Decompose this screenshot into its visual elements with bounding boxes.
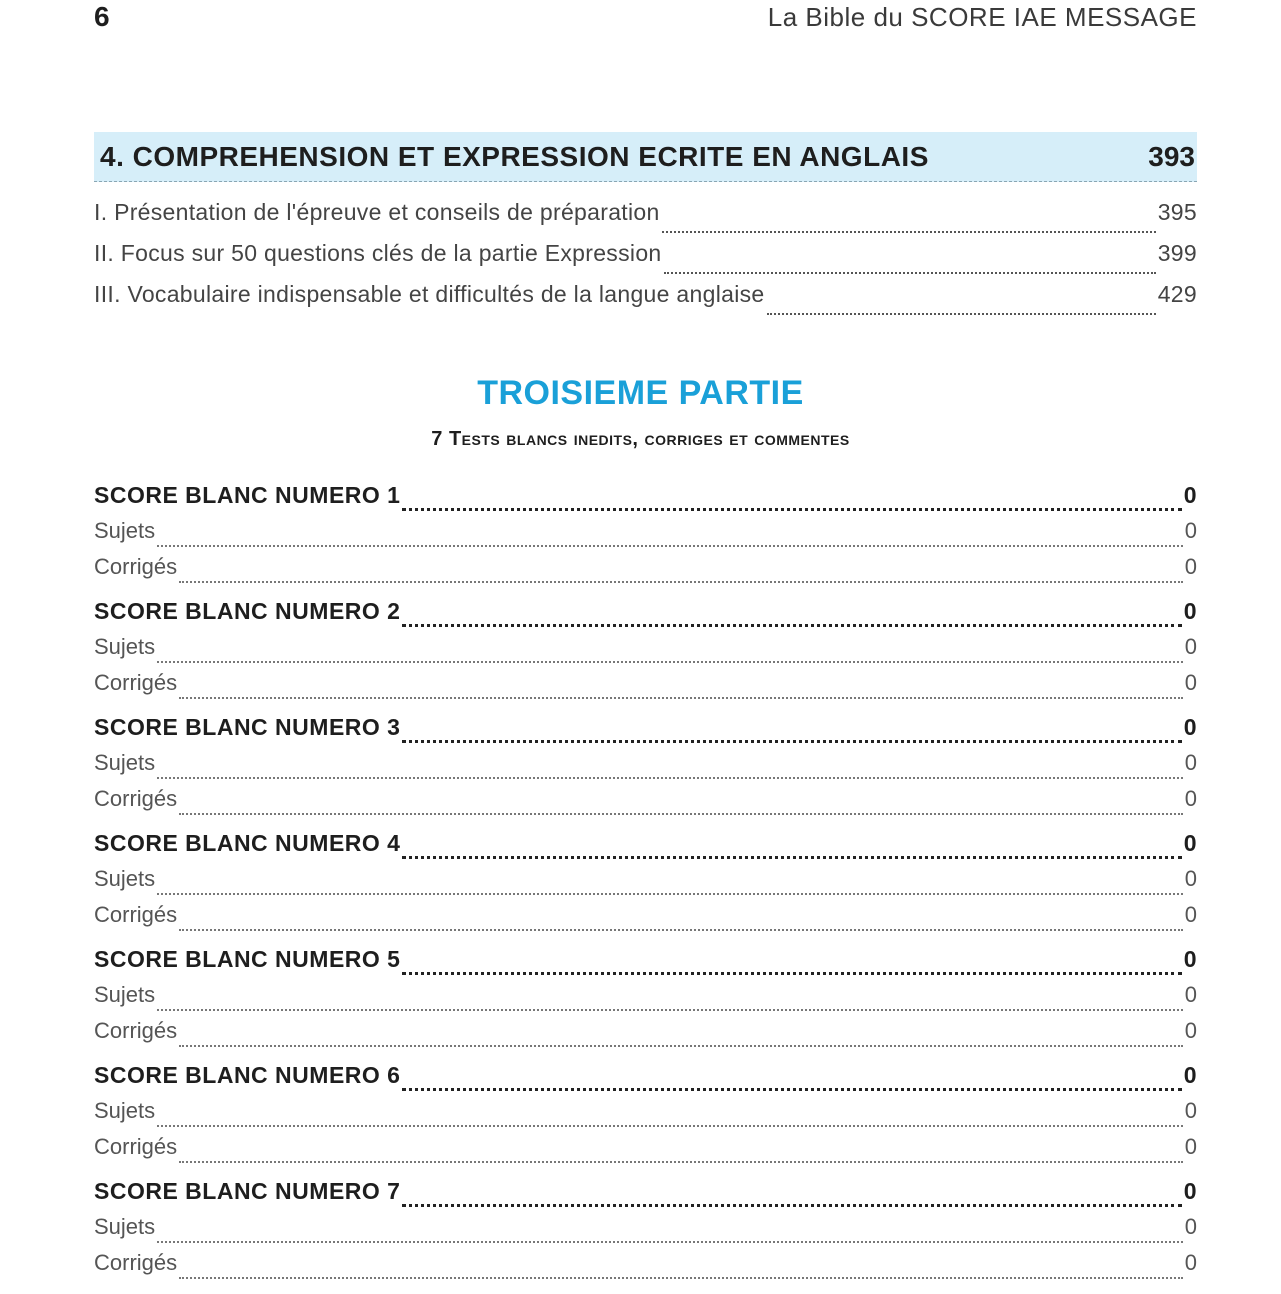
- dot-leader: [402, 1203, 1181, 1207]
- answers-entry[interactable]: [94, 554, 1197, 590]
- dot-leader: [157, 544, 1183, 547]
- toc-entry-page: 399: [1157, 240, 1197, 266]
- dot-leader: [157, 1008, 1183, 1011]
- toc-entry[interactable]: [94, 240, 1197, 281]
- answers-entry[interactable]: [94, 670, 1197, 706]
- test-title-entry[interactable]: [94, 1062, 1197, 1098]
- toc-entry-label: Sujets: [94, 634, 156, 659]
- toc-entry-page: 0: [1184, 1134, 1197, 1159]
- toc-entry-page: 0: [1184, 554, 1197, 579]
- test-group: [94, 1178, 1197, 1294]
- test-title-entry[interactable]: [94, 1178, 1197, 1214]
- toc-entry-label: Corrigés: [94, 902, 178, 927]
- subjects-entry[interactable]: [94, 634, 1197, 670]
- part-title: TROISIEME PARTIE: [477, 374, 804, 412]
- toc-entry-page: 0: [1184, 670, 1197, 695]
- test-title-entry[interactable]: [94, 598, 1197, 634]
- dot-leader: [179, 1276, 1183, 1279]
- toc-entry-page: 0: [1184, 634, 1197, 659]
- subjects-entry[interactable]: [94, 518, 1197, 554]
- dot-leader: [157, 892, 1183, 895]
- toc-entry-page: 0: [1183, 482, 1197, 508]
- dot-leader: [662, 230, 1156, 233]
- test-title-entry[interactable]: [94, 946, 1197, 982]
- toc-entry-page: 0: [1184, 1098, 1197, 1123]
- toc-entry-page: 0: [1184, 982, 1197, 1007]
- toc-entry-label: Sujets: [94, 1214, 156, 1239]
- subjects-entry[interactable]: [94, 1214, 1197, 1250]
- toc-entry-page: 0: [1184, 902, 1197, 927]
- toc-entry-label: Sujets: [94, 866, 156, 891]
- test-title-entry[interactable]: [94, 714, 1197, 750]
- toc-entry-page: 0: [1184, 866, 1197, 891]
- subjects-entry[interactable]: [94, 750, 1197, 786]
- dot-leader: [402, 507, 1181, 511]
- dot-leader: [157, 1124, 1183, 1127]
- toc-entry-page: 0: [1183, 946, 1197, 972]
- test-group: [94, 1062, 1197, 1178]
- test-group: [94, 946, 1197, 1062]
- toc-entry-label: SCORE BLANC NUMERO 7: [94, 1178, 401, 1204]
- toc-entry-label: III. Vocabulaire indispensable et difficultés de la langue anglaise: [94, 281, 765, 307]
- chapter-page-number: 393: [1148, 140, 1195, 172]
- toc-entry-page: 0: [1184, 518, 1197, 543]
- answers-entry[interactable]: [94, 786, 1197, 822]
- toc-entry-label: Corrigés: [94, 786, 178, 811]
- tests-toc-list: [94, 482, 1197, 1294]
- dot-leader: [402, 739, 1181, 743]
- toc-entry-page: 0: [1184, 1250, 1197, 1275]
- toc-entry-label: SCORE BLANC NUMERO 6: [94, 1062, 401, 1088]
- toc-entry-label: Sujets: [94, 518, 156, 543]
- toc-entry-page: 0: [1183, 598, 1197, 624]
- dot-leader: [402, 855, 1181, 859]
- test-group: [94, 598, 1197, 714]
- page-number: 6: [94, 1, 110, 32]
- toc-entry-label: SCORE BLANC NUMERO 5: [94, 946, 401, 972]
- toc-entry[interactable]: [94, 199, 1197, 240]
- dot-leader: [179, 928, 1183, 931]
- dot-leader: [402, 971, 1181, 975]
- toc-entry-page: 0: [1184, 750, 1197, 775]
- toc-entry-page: 0: [1183, 714, 1197, 740]
- chapter-title: 4. COMPREHENSION ET EXPRESSION ECRITE EN ANGLAIS: [100, 140, 929, 172]
- toc-entry-label: SCORE BLANC NUMERO 2: [94, 598, 401, 624]
- dot-leader: [157, 1240, 1183, 1243]
- test-title-entry[interactable]: [94, 482, 1197, 518]
- answers-entry[interactable]: [94, 1134, 1197, 1170]
- answers-entry[interactable]: [94, 1018, 1197, 1054]
- toc-entry-page: 0: [1184, 1214, 1197, 1239]
- toc-entry-label: Corrigés: [94, 670, 178, 695]
- subjects-entry[interactable]: [94, 866, 1197, 902]
- toc-entry-page: 429: [1157, 281, 1197, 307]
- toc-entry[interactable]: [94, 281, 1197, 322]
- toc-entry-label: Corrigés: [94, 1018, 178, 1043]
- toc-entry-label: Sujets: [94, 982, 156, 1007]
- dot-leader: [179, 696, 1183, 699]
- toc-entry-label: Corrigés: [94, 1250, 178, 1275]
- answers-entry[interactable]: [94, 902, 1197, 938]
- toc-entry-label: Corrigés: [94, 1134, 178, 1159]
- toc-entry-page: 0: [1184, 1018, 1197, 1043]
- toc-entry-label: SCORE BLANC NUMERO 4: [94, 830, 401, 856]
- dot-leader: [664, 271, 1156, 274]
- dot-leader: [179, 1160, 1183, 1163]
- toc-entry-page: 0: [1183, 830, 1197, 856]
- dot-leader: [179, 580, 1183, 583]
- dot-leader: [157, 776, 1183, 779]
- dot-leader: [402, 623, 1181, 627]
- toc-entry-label: SCORE BLANC NUMERO 1: [94, 482, 401, 508]
- toc-entry-label: Sujets: [94, 750, 156, 775]
- dot-leader: [157, 660, 1183, 663]
- chapter-heading: [94, 132, 1197, 182]
- test-group: [94, 482, 1197, 598]
- toc-entry-label: SCORE BLANC NUMERO 3: [94, 714, 401, 740]
- subjects-entry[interactable]: [94, 982, 1197, 1018]
- toc-entry-label: I. Présentation de l'épreuve et conseils de préparation: [94, 199, 660, 225]
- toc-entry-label: II. Focus sur 50 questions clés de la partie Expression: [94, 240, 662, 266]
- part-subtitle: 7 Tests blancs inedits, corriges et commentes: [431, 428, 850, 450]
- subjects-entry[interactable]: [94, 1098, 1197, 1134]
- toc-entry-page: 0: [1184, 786, 1197, 811]
- dot-leader: [179, 1044, 1183, 1047]
- chapter-toc-list: [94, 199, 1197, 322]
- running-header: La Bible du SCORE IAE MESSAGE: [767, 2, 1197, 32]
- dot-leader: [767, 312, 1156, 315]
- toc-entry-page: 0: [1183, 1178, 1197, 1204]
- dot-leader: [179, 812, 1183, 815]
- test-group: [94, 830, 1197, 946]
- toc-entry-page: 0: [1183, 1062, 1197, 1088]
- dot-leader: [402, 1087, 1181, 1091]
- test-group: [94, 714, 1197, 830]
- toc-entry-label: Corrigés: [94, 554, 178, 579]
- toc-entry-label: Sujets: [94, 1098, 156, 1123]
- test-title-entry[interactable]: [94, 830, 1197, 866]
- toc-entry-page: 395: [1157, 199, 1197, 225]
